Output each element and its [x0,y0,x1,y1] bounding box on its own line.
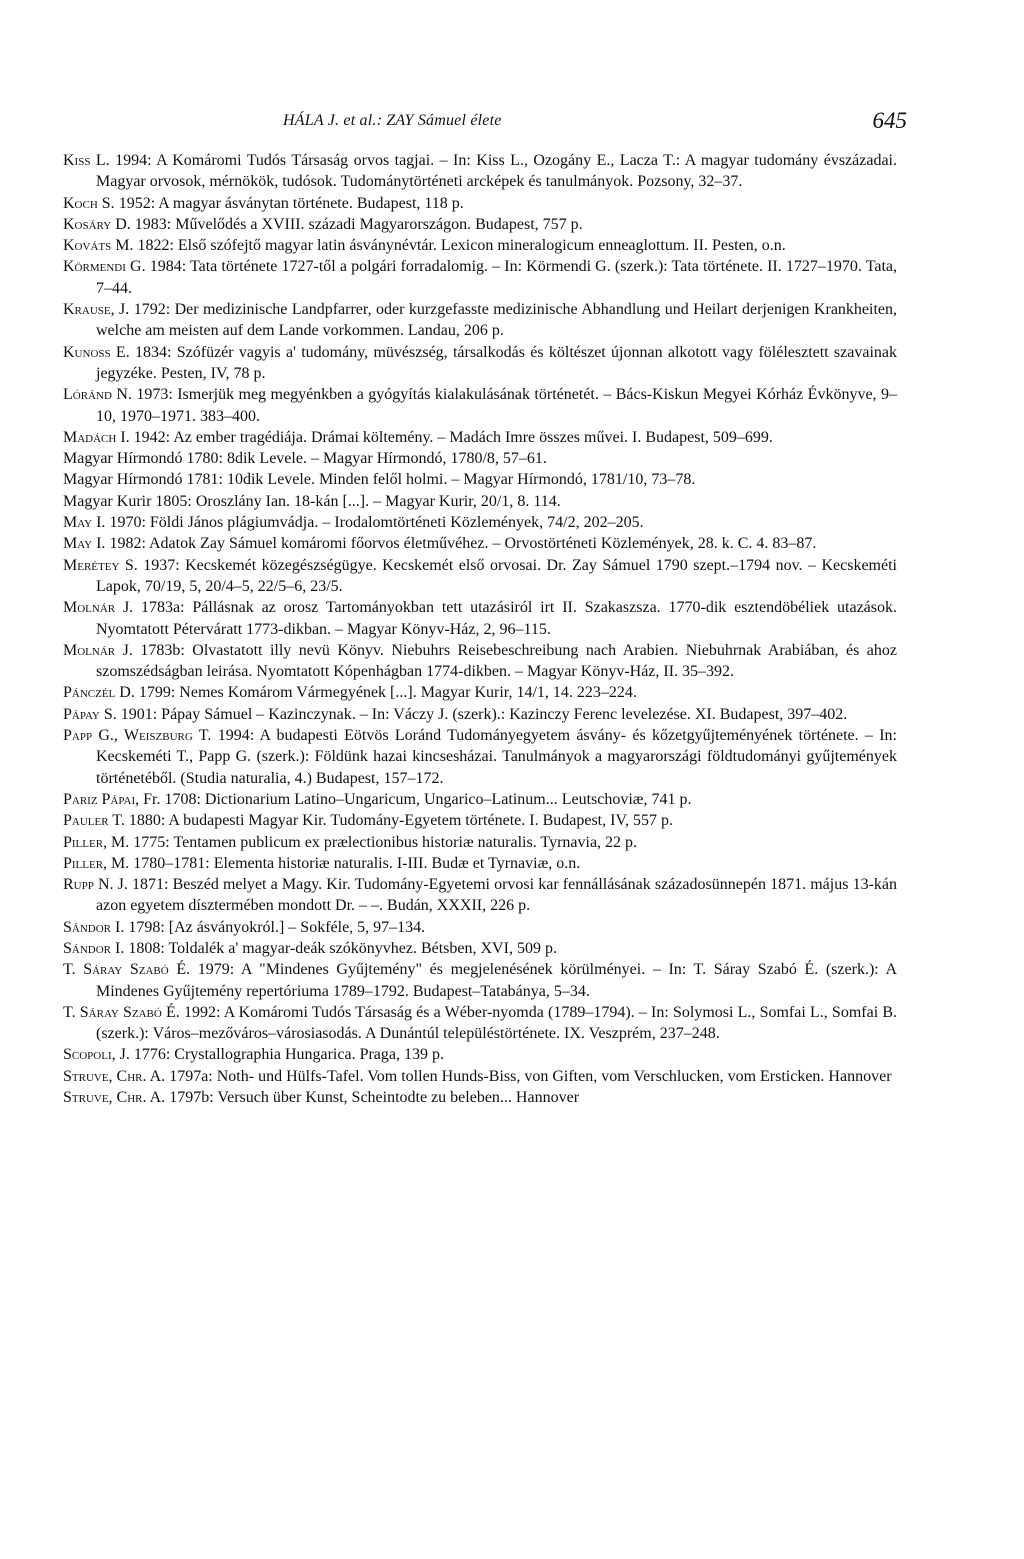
bibliography-entry [63,1066,897,1087]
bibliography-entry [63,704,897,725]
entry-author: Sándor I. [63,939,125,957]
entry-text: 1952: A magyar ásványtan története. Budapest, 118 p. [114,194,464,212]
bibliography-entry [63,342,897,385]
entry-text: 1994: A Komáromi Tudós Társaság orvos tagjai. – In: Kiss L., Ozogány E., Lacza T.: A magyar tudomány évszázadai. Magyar orvosok, mérnökök, tudósok. Tudománytörténeti arcképek és tanulmányok. Pozsony, 32–37. [96,152,897,191]
entry-author: Kunoss E. [63,343,130,361]
bibliography-entry [63,469,897,490]
bibliography-entry [63,682,897,703]
bibliography-entry [63,427,897,448]
bibliography-entry [63,789,897,810]
entry-text: 1880: A budapesti Magyar Kir. Tudomány-Egyetem története. I. Budapest, IV, 557 p. [124,812,673,830]
entry-text: 1775: Tentamen publicum ex prælectionibus historiæ naturalis. Tyrnavia, 22 p. [129,833,638,851]
bibliography-entry [63,959,897,1002]
entry-text: 1834: Szófüzér vagyis a' tudomány, müvészség, társalkodás és költészet újonnan alkotott vagy fölélesztett szavainak jegyzéke. Pesten, IV, 78 p. [96,343,898,382]
entry-author: Kiss L. [63,152,110,169]
entry-author: Struve, Chr. A. [63,1089,166,1107]
entry-text: 1937: Kecskemét közegészségügye. Kecskemét első orvosai. Dr. Zay Sámuel 1790 szept.–1794 nov. – Kecskeméti Lapok, 70/19, 5, 20/4–5, 22/5–6, 23/5. [96,556,897,595]
entry-text: 1983: Művelődés a XVIII. századi Magyarországon. Budapest, 757 p. [130,215,583,233]
entry-author: Piller, M. [63,854,130,872]
entry-text: 1994: A budapesti Eötvös Loránd Tudományegyetem ásvány- és kőzetgyűjteményének története. – In: Kecskeméti T., Papp G. (szerk.): Földünk hazai kincsesházai. Tanulmányok a magyarországi földtudományi gyűjtemények történetéből. (Studia naturalia, 4.) Budapest, 157–172. [96,727,897,787]
entry-author: Pariz Pápai, [63,790,140,808]
entry-text: 1798: [Az ásványokról.] – Sokféle, 5, 97–134. [124,918,426,936]
entry-text: 1792: Der medizinische Landpfarrer, oder kurzgefasste medizinische Abhandlung und Heilart derjenigen Krankheiten, welche am meisten auf dem Lande vorkommen. Landau, 206 p. [96,301,898,340]
entry-author: Merétey S. [63,556,138,574]
bibliography-entry [63,299,897,342]
entry-text: 1776: Crystallographia Hungarica. Praga, 139 p. [129,1046,445,1064]
bibliography-entry [63,214,897,235]
entry-text: 1970: Földi János plágiumvádja. – Irodalomtörténeti Közlemények, 74/2, 202–205. [105,514,644,532]
entry-author: Piller, M. [63,833,130,851]
entry-author: T. Sáray Szabó É. [63,1003,180,1021]
bibliography-entry [63,512,897,533]
entry-text: 1992: A Komáromi Tudós Társaság és a Wéber-nyomda (1789–1794). – In: Solymosi L., Somfai L., Somfai B. (szerk.): Város–mezőváros–városiasodás. A Dunántúl településtörténete. IX. Veszprém, 237–248. [96,1003,897,1043]
bibliography-entry [63,640,897,683]
bibliography-entry [63,1044,897,1065]
entry-author: May I. [63,535,106,553]
entry-author: Kováts M. [63,237,134,255]
entry-author: Papp G., Weiszburg T. [63,727,212,745]
entry-text: 1942: Az ember tragédiája. Drámai költemény. – Madách Imre összes művei. I. Budapest, 509–699. [129,428,773,446]
bibliography-entry [63,555,897,598]
entry-text: 1783b: Olvastatott illy nevü Könyv. Niebuhrs Reisebeschreibung nach Arabien. Niebuhrnak Arabiában, és ahoz szomszédságban leirása. Nyomtatott Kópenhágban 1774-dikben. – Magyar Könyv-Ház, II. 35–392. [96,641,898,681]
entry-author: Rupp N. J. [63,876,128,894]
bibliography-entry [63,832,897,853]
entry-author: Kosáry D. [63,215,131,233]
bibliography-entry [63,938,897,959]
entry-author: Madách I. [63,428,130,446]
entry-text: Magyar Hírmondó 1781: 10dik Levele. Minden felől holmi. – Magyar Hírmondó, 1781/10, 73–78. [63,471,696,489]
bibliography-entry [63,235,897,256]
entry-text: Fr. 1708: Dictionarium Latino–Ungaricum, Ungarico–Latinum... Leutschoviæ, 741 p. [139,790,692,808]
page [63,108,907,1108]
entry-author: Pápay S. [63,705,117,723]
bibliography-entry [63,874,897,917]
bibliography-entry [63,256,897,299]
entry-text: 1783a: Pállásnak az orosz Tartományokban tett utazásiról irt II. Szakaszsza. 1770-dik esztendöbéliek utazások. Nyomtatott Péterváratt 1773-dikban. – Magyar Könyv-Ház, 2, 96–115. [96,599,898,638]
entry-text: Magyar Kurir 1805: Oroszlány Ian. 18-kán [...]. – Magyar Kurir, 20/1, 8. 114. [63,492,561,510]
bibliography-list [63,150,897,1108]
entry-author: Koch S. [63,194,115,212]
bibliography-entry [63,1087,897,1108]
entry-text: 1973: Ismerjük meg megyénkben a gyógyítás kialakulásának történetét. – Bács-Kiskun Megyei Kórház Évkönyve, 9–10, 1970–1971. 383–400. [96,386,897,425]
entry-author: Sándor I. [63,918,125,936]
bibliography-entry [63,810,897,831]
entry-text: 1901: Pápay Sámuel – Kazinczynak. – In: Váczy J. (szerk).: Kazinczy Ferenc levelezése. XI. Budapest, 397–402. [116,705,848,723]
entry-text: 1780–1781: Elementa historiæ naturalis. I-III. Budæ et Tyrnaviæ, o.n. [129,854,581,872]
entry-author: Struve, Chr. A. [63,1067,166,1085]
entry-author: Lóránd N. [63,386,132,404]
entry-text: 1799: Nemes Komárom Vármegyének [...]. Magyar Kurir, 14/1, 14. 223–224. [134,684,637,702]
bibliography-entry [63,193,897,214]
entry-text: 1797a: Noth- und Hülfs-Tafel. Vom tollen Hunds-Biss, von Giften, vom Verschlucken, vom Ersticken. Hannover [165,1067,892,1085]
bibliography-entry [63,384,897,427]
entry-author: Molnár J. [63,599,134,617]
entry-author: Molnár J. [63,641,133,659]
entry-text: Magyar Hírmondó 1780: 8dik Levele. – Magyar Hírmondó, 1780/8, 57–61. [63,450,547,468]
entry-author: Körmendi G. [63,258,146,276]
entry-text: 1797b: Versuch über Kunst, Scheintodte zu beleben... Hannover [165,1089,580,1107]
entry-text: 1982: Adatok Zay Sámuel komáromi főorvos életművéhez. – Orvostörténeti Közlemények, 28. k. C. 4. 83–87. [105,535,817,553]
entry-author: Krause, J. [63,301,130,319]
bibliography-entry [63,853,897,874]
entry-text: 1871: Beszéd melyet a Magy. Kir. Tudomány-Egyetemi orvosi kar fennállásának századosünnepén 1871. május 13-kán azon egyetem dísztermében mondott Dr. – –. Budán, XXXII, 226 p. [96,876,897,915]
entry-author: Pauler T. [63,812,125,830]
entry-text: 1808: Toldalék a' magyar-deák szókönyvhez. Bétsben, XVI, 509 p. [124,939,557,957]
bibliography-entry [63,917,897,938]
bibliography-entry [63,448,897,469]
entry-text: 1822: Első szófejtő magyar latin ásványnévtár. Lexicon mineralogicum enneaglottum. II. Pesten, o.n. [133,237,786,255]
running-head [63,108,907,148]
bibliography-entry [63,491,897,512]
entry-author: Scopoli, J. [63,1046,130,1064]
entry-text: 1984: Tata története 1727-től a polgári forradalomig. – In: Körmendi G. (szerk.): Tata története. II. 1727–1970. Tata, 7–44. [96,258,898,297]
bibliography-entry [63,150,897,193]
entry-text: 1979: A "Mindenes Gyűjtemény" és megjelenésének körülményei. – In: T. Sáray Szabó É. (szerk.): A Mindenes Gyűjtemény repertóriuma 1789–1792. Budapest–Tatabánya, 5–34. [96,961,897,1000]
running-head-title: HÁLA J. et al.: ZAY Sámuel élete [283,112,502,129]
page-number: 645 [872,108,907,133]
entry-author: Pánczél D. [63,684,135,702]
bibliography-entry [63,1002,897,1045]
bibliography-entry [63,725,897,789]
entry-author: May I. [63,514,106,532]
bibliography-entry [63,533,897,554]
entry-author: T. Sáray Szabó É. [63,961,191,979]
bibliography-entry [63,597,897,640]
